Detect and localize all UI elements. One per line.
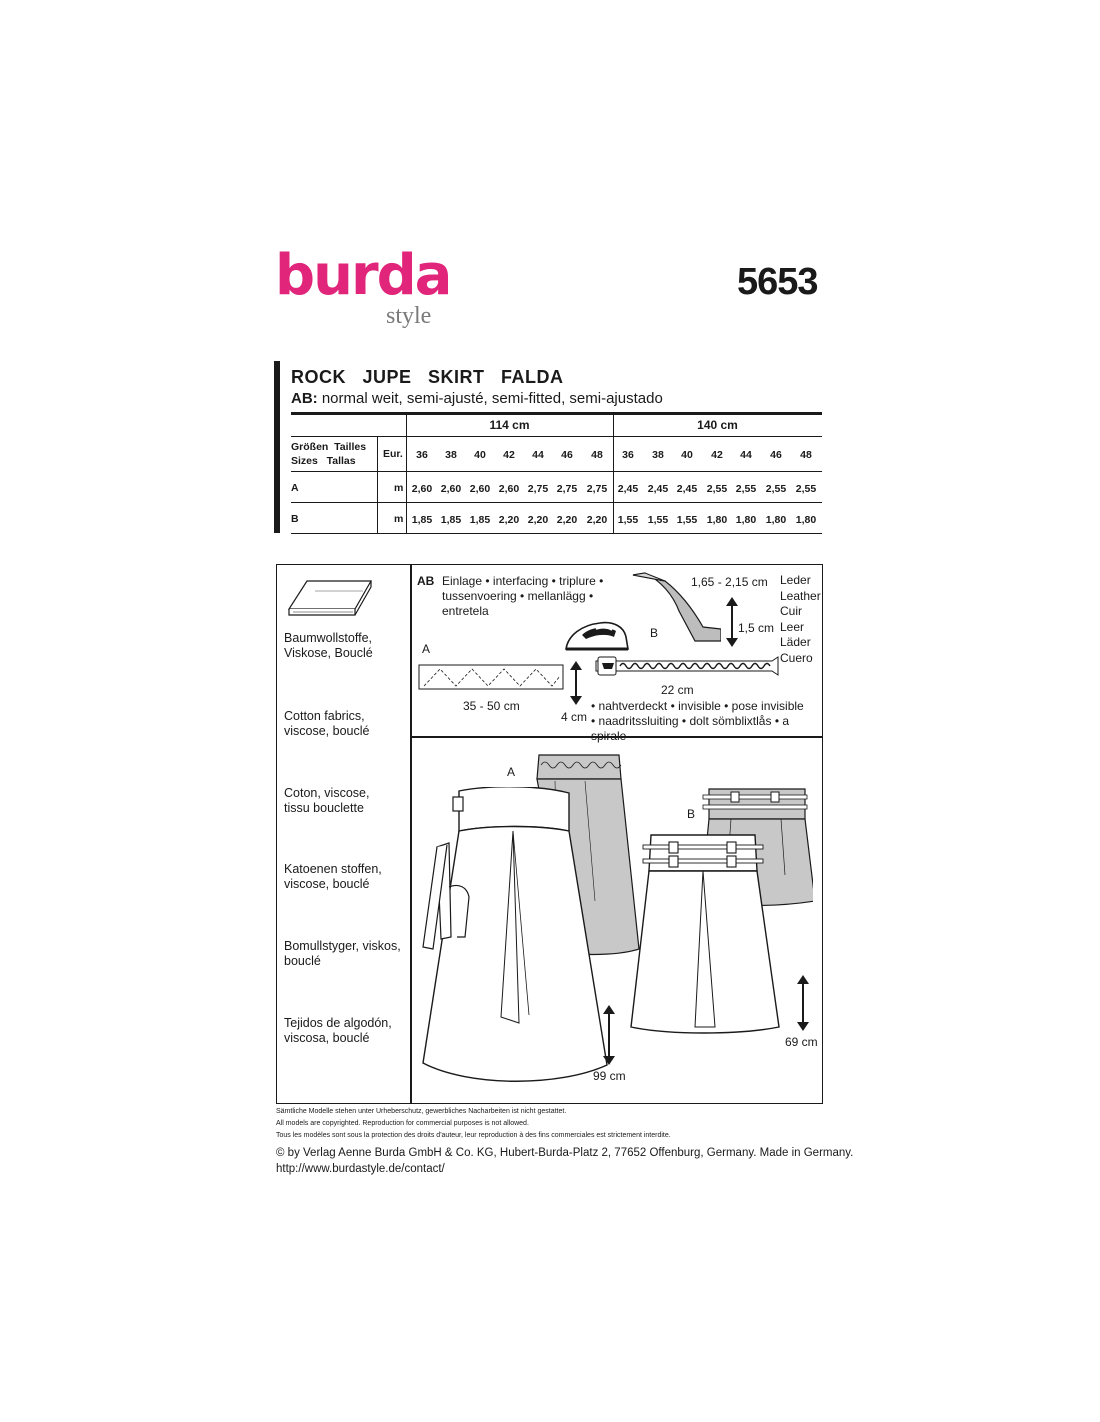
table-rule <box>291 533 822 534</box>
contact-link[interactable]: http://www.burdastyle.de/contact/ <box>276 1163 445 1175</box>
copyright-line: © by Verlag Aenne Burda GmbH & Co. KG, Hubert-Burda-Platz 2, 77652 Offenburg, Germany. Made in Germany. <box>276 1147 854 1159</box>
yardage-cell: 1,85 <box>440 514 462 526</box>
row-label-b: B <box>291 513 299 525</box>
notion-view-b: B <box>650 626 659 640</box>
leather-en: Leather <box>780 588 821 603</box>
yardage-cell: 2,20 <box>498 514 520 526</box>
fabric-notions-box <box>276 564 823 1104</box>
table-rule <box>291 436 822 437</box>
size-label: Größen Tailles <box>291 441 367 453</box>
eur-label: Eur. <box>383 448 403 460</box>
size-header: 42 <box>711 449 723 461</box>
interfacing-length: 35 - 50 cm <box>463 699 520 713</box>
leather-label-list <box>780 573 821 666</box>
size-header: 44 <box>532 449 544 461</box>
table-top-rule <box>291 412 822 415</box>
yardage-cell: 2,45 <box>676 483 698 495</box>
legal-en: All models are copyrighted. Reproduction for commercial purposes is not allowed. <box>276 1120 529 1127</box>
yardage-cell: 1,55 <box>617 514 639 526</box>
yardage-cell: 2,60 <box>498 483 520 495</box>
yardage-cell: 1,80 <box>735 514 757 526</box>
fabric-en: Cotton fabrics, viscose, bouclé <box>284 709 370 738</box>
yardage-cell: 2,75 <box>527 483 549 495</box>
leather-nl: Leer <box>780 619 805 634</box>
skirt-a-front-illustration <box>409 787 619 1099</box>
size-header: 48 <box>591 449 603 461</box>
unit-label: m <box>394 513 404 525</box>
yardage-cell: 1,85 <box>469 514 491 526</box>
fabric-sv: Bomullstyger, viskos, bouclé <box>284 939 401 968</box>
width-140-header: 140 cm <box>697 418 738 432</box>
title-accent-bar <box>274 361 280 533</box>
table-divider <box>377 436 378 534</box>
size-label: Sizes Tallas <box>291 455 356 467</box>
notions-views-label: AB <box>417 574 435 588</box>
yardage-cell: 2,45 <box>617 483 639 495</box>
length-b: 69 cm <box>785 1035 818 1049</box>
yardage-cell: 2,20 <box>586 514 608 526</box>
zipper-length: 22 cm <box>661 683 694 697</box>
leather-es: Cuero <box>780 650 813 665</box>
length-arrow-b-icon <box>795 975 811 1031</box>
yardage-cell: 2,55 <box>706 483 728 495</box>
interfacing-line: entretela <box>442 604 489 618</box>
size-header: 46 <box>561 449 573 461</box>
interfacing-width: 4 cm <box>561 710 588 724</box>
size-header: 42 <box>503 449 515 461</box>
leather-de: Leder <box>780 573 811 587</box>
yardage-cell: 2,60 <box>440 483 462 495</box>
table-rule <box>291 471 822 472</box>
fit-description <box>291 389 663 408</box>
zipper-line: • naadritssluiting • dolt sömblixtlås • a spirale <box>591 714 790 743</box>
view-a-label: A <box>507 765 516 779</box>
unit-label: m <box>394 482 404 494</box>
yardage-cell: 2,75 <box>586 483 608 495</box>
table-rule <box>291 502 822 503</box>
fit-text: normal weit, semi-ajusté, semi-fitted, semi-ajustado <box>317 390 663 407</box>
size-header: 46 <box>770 449 782 461</box>
burda-logo-style: style <box>386 303 432 329</box>
yardage-cell: 1,80 <box>795 514 817 526</box>
legal-fr: Tous les modèles sont sous la protection des droits d'auteur, leur reproduction à des fins commerciales est strictement interdite. <box>276 1132 671 1139</box>
fit-views-label: AB: <box>291 390 318 407</box>
fabric-es: Tejidos de algodón, viscosa, bouclé <box>284 1016 392 1045</box>
size-header: 38 <box>445 449 457 461</box>
yardage-cell: 2,60 <box>411 483 433 495</box>
yardage-cell: 1,80 <box>765 514 787 526</box>
notion-view-a: A <box>422 642 431 656</box>
size-header: 40 <box>681 449 693 461</box>
zipper-icon <box>592 653 782 681</box>
view-b-label: B <box>687 807 696 821</box>
yardage-table <box>291 412 822 534</box>
burda-logo: burda <box>275 243 451 308</box>
fabric-nl: Katoenen stoffen, viscose, bouclé <box>284 862 382 891</box>
yardage-cell: 1,55 <box>647 514 669 526</box>
yardage-cell: 2,55 <box>795 483 817 495</box>
width-114-header: 114 cm <box>489 418 530 432</box>
yardage-cell: 2,20 <box>527 514 549 526</box>
skirt-b-front-illustration <box>629 831 781 1037</box>
size-header: 44 <box>740 449 752 461</box>
size-header: 36 <box>416 449 428 461</box>
row-label-a: A <box>291 482 299 494</box>
yardage-cell: 1,85 <box>411 514 433 526</box>
fabric-fr: Coton, viscose, tissu bouclette <box>284 786 370 815</box>
height-arrow-icon <box>568 661 584 705</box>
yardage-cell: 1,55 <box>676 514 698 526</box>
interfacing-strip-icon <box>418 664 564 692</box>
interfacing-line: Einlage • interfacing • triplure • <box>442 574 604 588</box>
fabric-de: Baumwollstoffe, Viskose, Bouclé <box>284 631 373 660</box>
size-header: 36 <box>622 449 634 461</box>
yardage-cell: 2,60 <box>469 483 491 495</box>
yardage-cell: 2,45 <box>647 483 669 495</box>
yardage-cell: 1,80 <box>706 514 728 526</box>
pattern-number: 5653 <box>737 261 818 303</box>
interfacing-line: tussenvoering • mellanlägg • <box>442 589 594 603</box>
leather-fr: Cuir <box>780 604 803 618</box>
yardage-cell: 2,75 <box>556 483 578 495</box>
yardage-cell: 2,55 <box>735 483 757 495</box>
yardage-cell: 2,55 <box>765 483 787 495</box>
iron-icon <box>562 617 632 655</box>
legal-de: Sämtliche Modelle stehen unter Urheberschutz, gewerbliches Nacharbeiten ist nicht gestattet. <box>276 1108 567 1115</box>
leather-width: 1,5 cm <box>738 621 775 635</box>
yardage-cell: 2,20 <box>556 514 578 526</box>
length-a: 99 cm <box>593 1069 626 1083</box>
size-header: 38 <box>652 449 664 461</box>
leather-length: 1,65 - 2,15 cm <box>691 575 768 589</box>
length-arrow-a-icon <box>601 1005 617 1065</box>
fabric-bolt-icon <box>285 571 373 619</box>
zipper-line: • nahtverdeckt • invisible • pose invisible <box>591 699 804 713</box>
size-header: 48 <box>800 449 812 461</box>
size-header: 40 <box>474 449 486 461</box>
leather-sv: Läder <box>780 635 811 649</box>
page-title: ROCK JUPE SKIRT FALDA <box>291 367 564 387</box>
